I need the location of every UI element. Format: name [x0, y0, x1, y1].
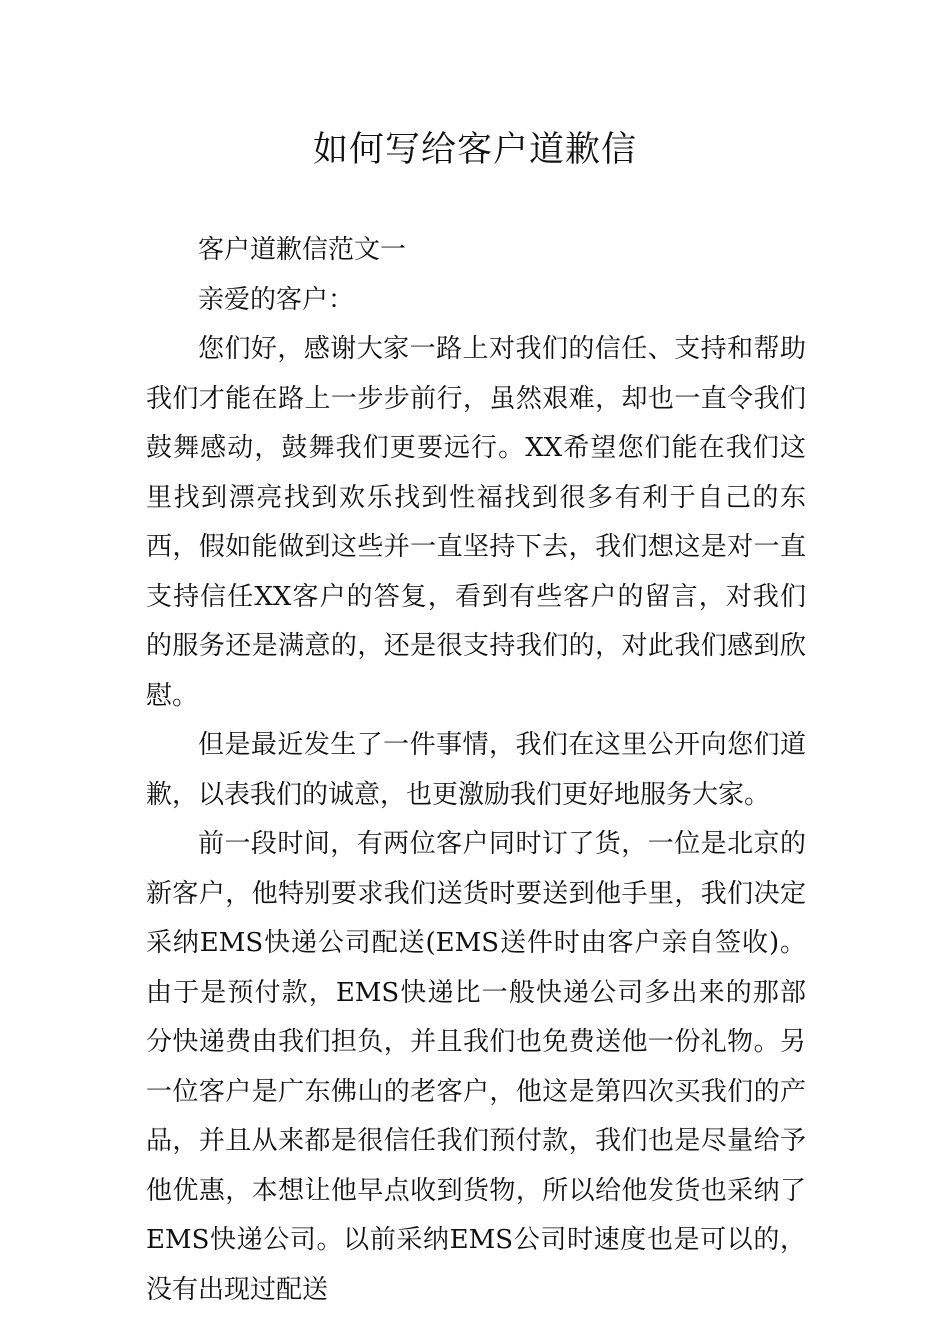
paragraph-salutation: 亲爱的客户：: [198, 284, 355, 315]
paragraph: 您们好，感谢大家一路上对我们的信任、支持和帮助我们才能在路上一步步前行，虽然艰难，却也一直令我们鼓舞感动，鼓舞我们更要远行。XX希望您们能在我们这里找到漂亮找到欢乐找到性福找到很多有利于自己的东西，假如能做到这些并一直坚持下去，我们想这是对一直支持信任XX客户的答复，看到有些客户的留言，对我们的服务还是满意的，还是很支持我们的，对此我们感到欣慰。: [146, 334, 806, 711]
paragraph: 前一段时间，有两位客户同时订了货，一位是北京的新客户，他特别要求我们送货时要送到他手里，我们决定采纳EMS快递公司配送(EMS送件时由客户亲自签收)。由于是预付款，EMS快递比一般快递公司多出来的那部分快递费由我们担负，并且我们也免费送他一份礼物。另一位客户是广东佛山的老客户，他这是第四次买我们的产品，并且从来都是很信任我们预付款，我们也是尽量给予他优惠，本想让他早点收到货物，所以给他发货也采纳了EMS快递公司。以前采纳EMS公司时速度也是可以的，没有出现过配送: [146, 829, 806, 1305]
paragraph-heading: 客户道歉信范文一: [198, 235, 407, 265]
paragraph: 但是最近发生了一件事情，我们在这里公开向您们道歉，以表我们的诚意，也更激励我们更好地服务大家。: [146, 730, 806, 810]
document-title: 如何写给客户道歉信: [312, 130, 637, 170]
document-body: [146, 226, 806, 1315]
